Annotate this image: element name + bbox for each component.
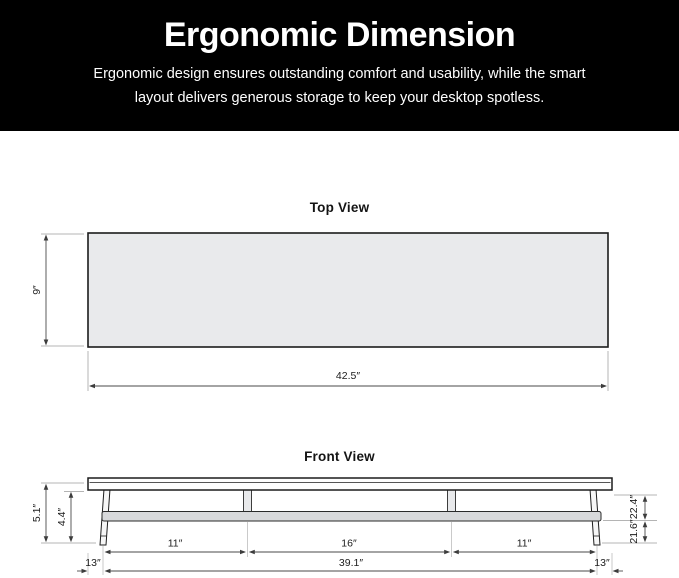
top-shelf	[88, 478, 612, 490]
dim-bay-left-label: 11″	[167, 537, 183, 550]
dim-depth	[31, 234, 84, 346]
dim-under-shelf-label: 4.4″	[56, 507, 68, 527]
dim-depth-label: 9″	[31, 285, 43, 295]
lower-shelf	[102, 512, 601, 522]
dim-width-label: 42.5″	[335, 370, 361, 382]
dim-under-shelf-height	[56, 492, 84, 543]
dim-right-lower-label: 21.6″	[628, 519, 640, 544]
front-view-title: Front View	[304, 449, 375, 464]
header-subtitle	[0, 62, 679, 110]
dim-bay-center-label: 16″	[341, 537, 357, 550]
dim-bay-right-label: 11″	[516, 537, 532, 550]
middle-support-right	[448, 489, 456, 513]
subtitle-line-2: layout delivers generous storage to keep your desktop spotless.	[134, 90, 545, 106]
dim-overhang-left-label: 13″	[85, 557, 101, 569]
top-view-title: Top View	[309, 200, 370, 215]
top-view-drawing	[0, 190, 679, 400]
dim-overhang-right-label: 13″	[594, 557, 610, 569]
header-banner	[0, 0, 679, 131]
front-view-drawing	[0, 462, 679, 578]
dim-leg-span-label: 39.1″	[338, 557, 364, 569]
subtitle-line-1: Ergonomic design ensures outstanding comfort and usability, while the smart	[93, 66, 586, 82]
top-view-surface	[88, 233, 608, 347]
stand-structure	[88, 478, 612, 545]
middle-support-left	[244, 489, 252, 513]
dim-right-lower	[628, 519, 647, 543]
dim-width	[88, 351, 608, 391]
page-title: Ergonomic Dimension	[163, 16, 516, 54]
dim-right-upper-label: 22.4″	[628, 494, 640, 520]
dim-base-row	[77, 553, 623, 575]
dim-overall-height-label: 5.1″	[31, 503, 43, 523]
